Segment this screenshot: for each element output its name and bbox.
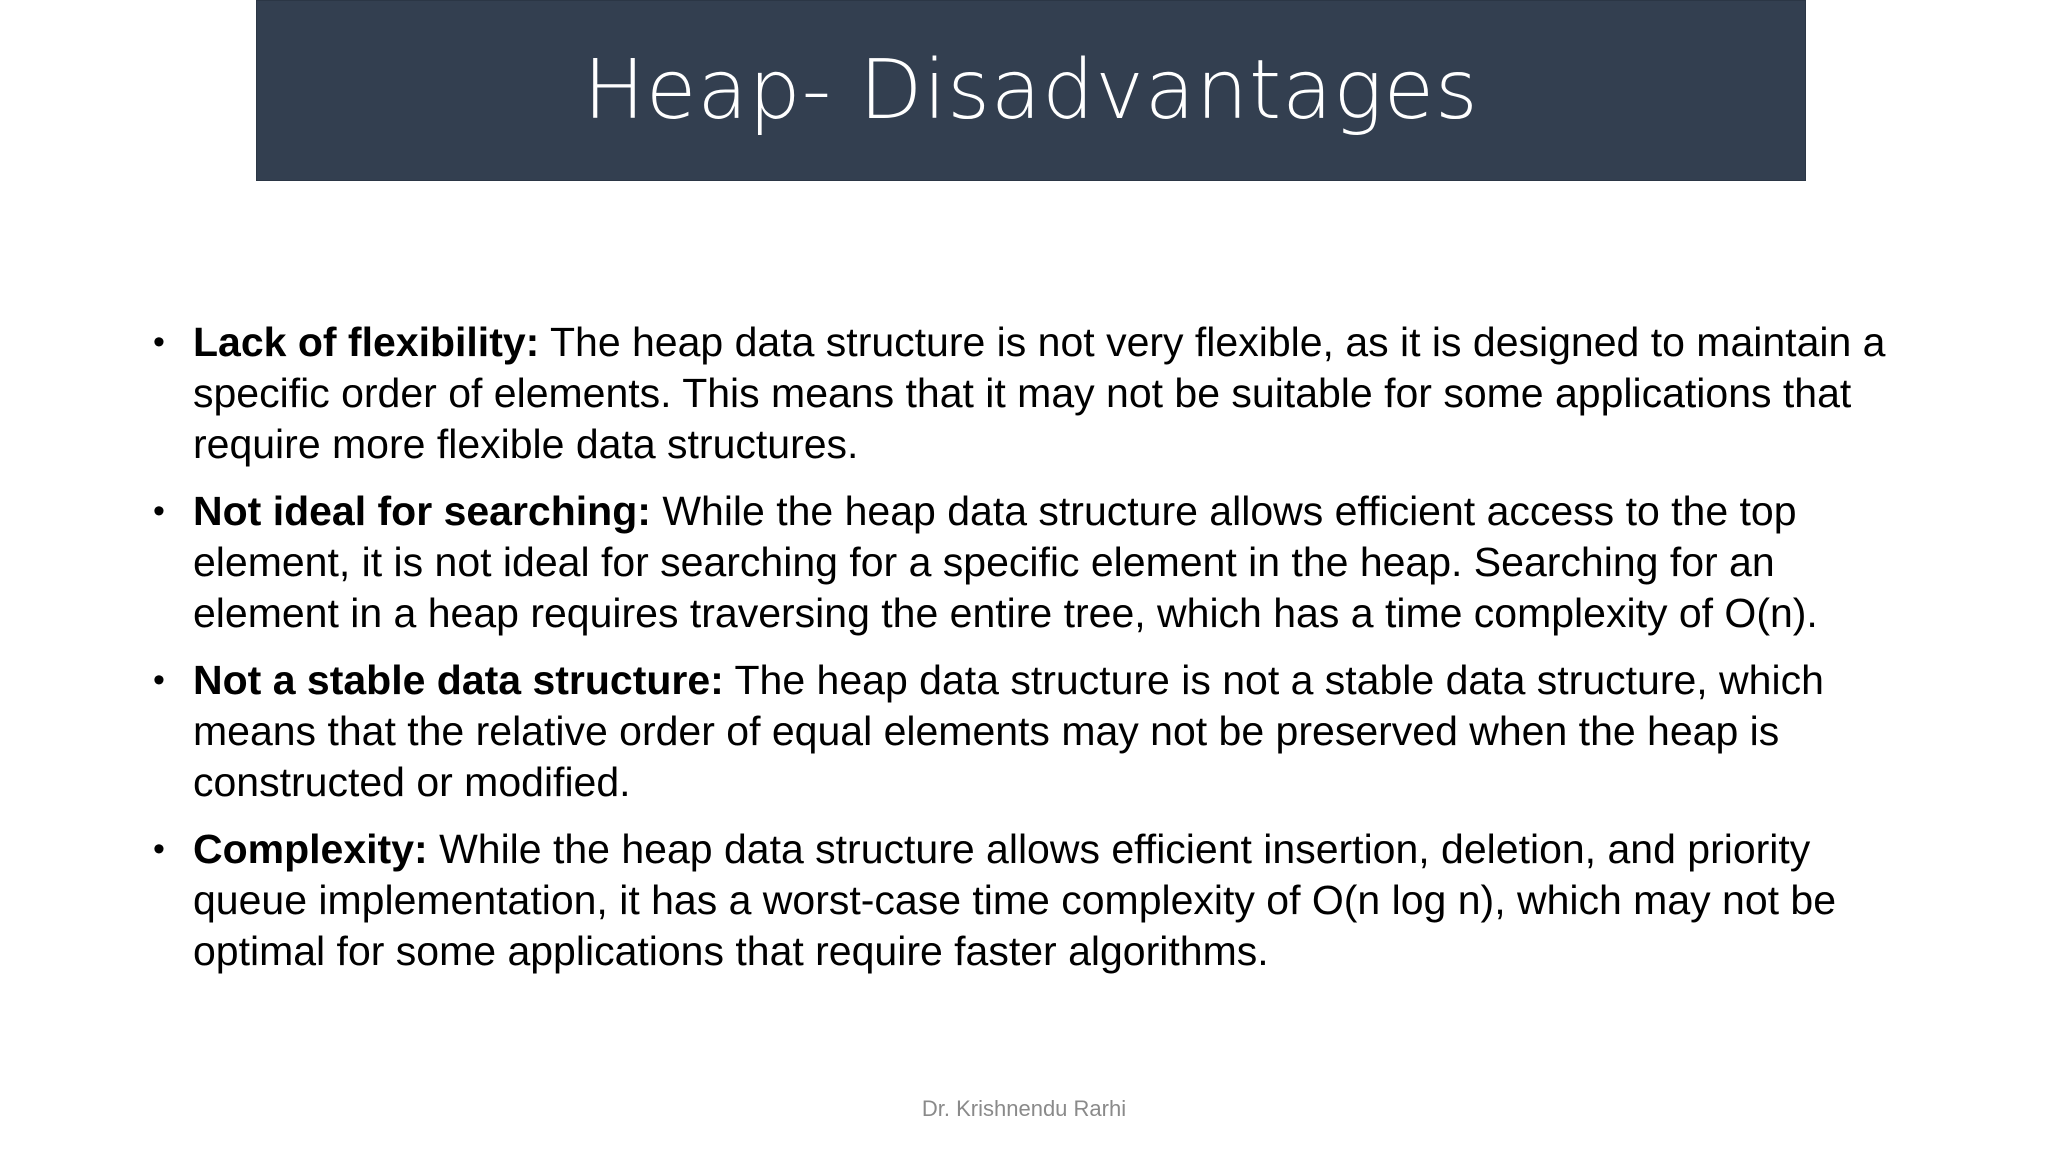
bullet-text: While the heap data structure allows efficient insertion, deletion, and priority queue implementation, it has a worst-case time complexity of O(n log n), which may not be optimal for some applications that require faster algorithms. bbox=[193, 826, 1837, 974]
footer-author: Dr. Krishnendu Rarhi bbox=[921, 1096, 1127, 1121]
bullet-dot-icon: • bbox=[153, 830, 165, 868]
bullet-term: Not a stable data structure: bbox=[193, 657, 724, 703]
bullet-text: The heap data structure is not very flexible, as it is designed to maintain a specific order of elements. This means that it may not be suitable for some applications that require more flexible data structures. bbox=[193, 319, 1886, 467]
bullet-dot-icon: • bbox=[153, 661, 165, 699]
title-bar bbox=[256, 0, 1806, 181]
bullet-text: The heap data structure is not a stable data structure, which means that the relative order of equal elements may not be preserved when the heap is constructed or modified. bbox=[193, 657, 1824, 805]
bullet-dot-icon: • bbox=[153, 323, 165, 361]
bullet-dot-icon: • bbox=[153, 492, 165, 530]
bullet-item-lack-of-flexibility bbox=[150, 317, 1920, 470]
bullet-list bbox=[150, 317, 1920, 993]
bullet-item-not-stable bbox=[150, 655, 1920, 808]
bullet-item-complexity bbox=[150, 824, 1920, 977]
slide-title: Heap- Disadvantages bbox=[583, 42, 1479, 138]
bullet-item-not-ideal-for-searching bbox=[150, 486, 1920, 639]
bullet-term: Not ideal for searching: bbox=[193, 488, 651, 534]
bullet-text: While the heap data structure allows efficient access to the top element, it is not ideal for searching for a specific element in the heap. Searching for an element in a heap requires traversing the entire tree, which has a time complexity of O(n). bbox=[193, 488, 1818, 636]
bullet-term: Lack of flexibility: bbox=[193, 319, 540, 365]
bullet-term: Complexity: bbox=[193, 826, 428, 872]
